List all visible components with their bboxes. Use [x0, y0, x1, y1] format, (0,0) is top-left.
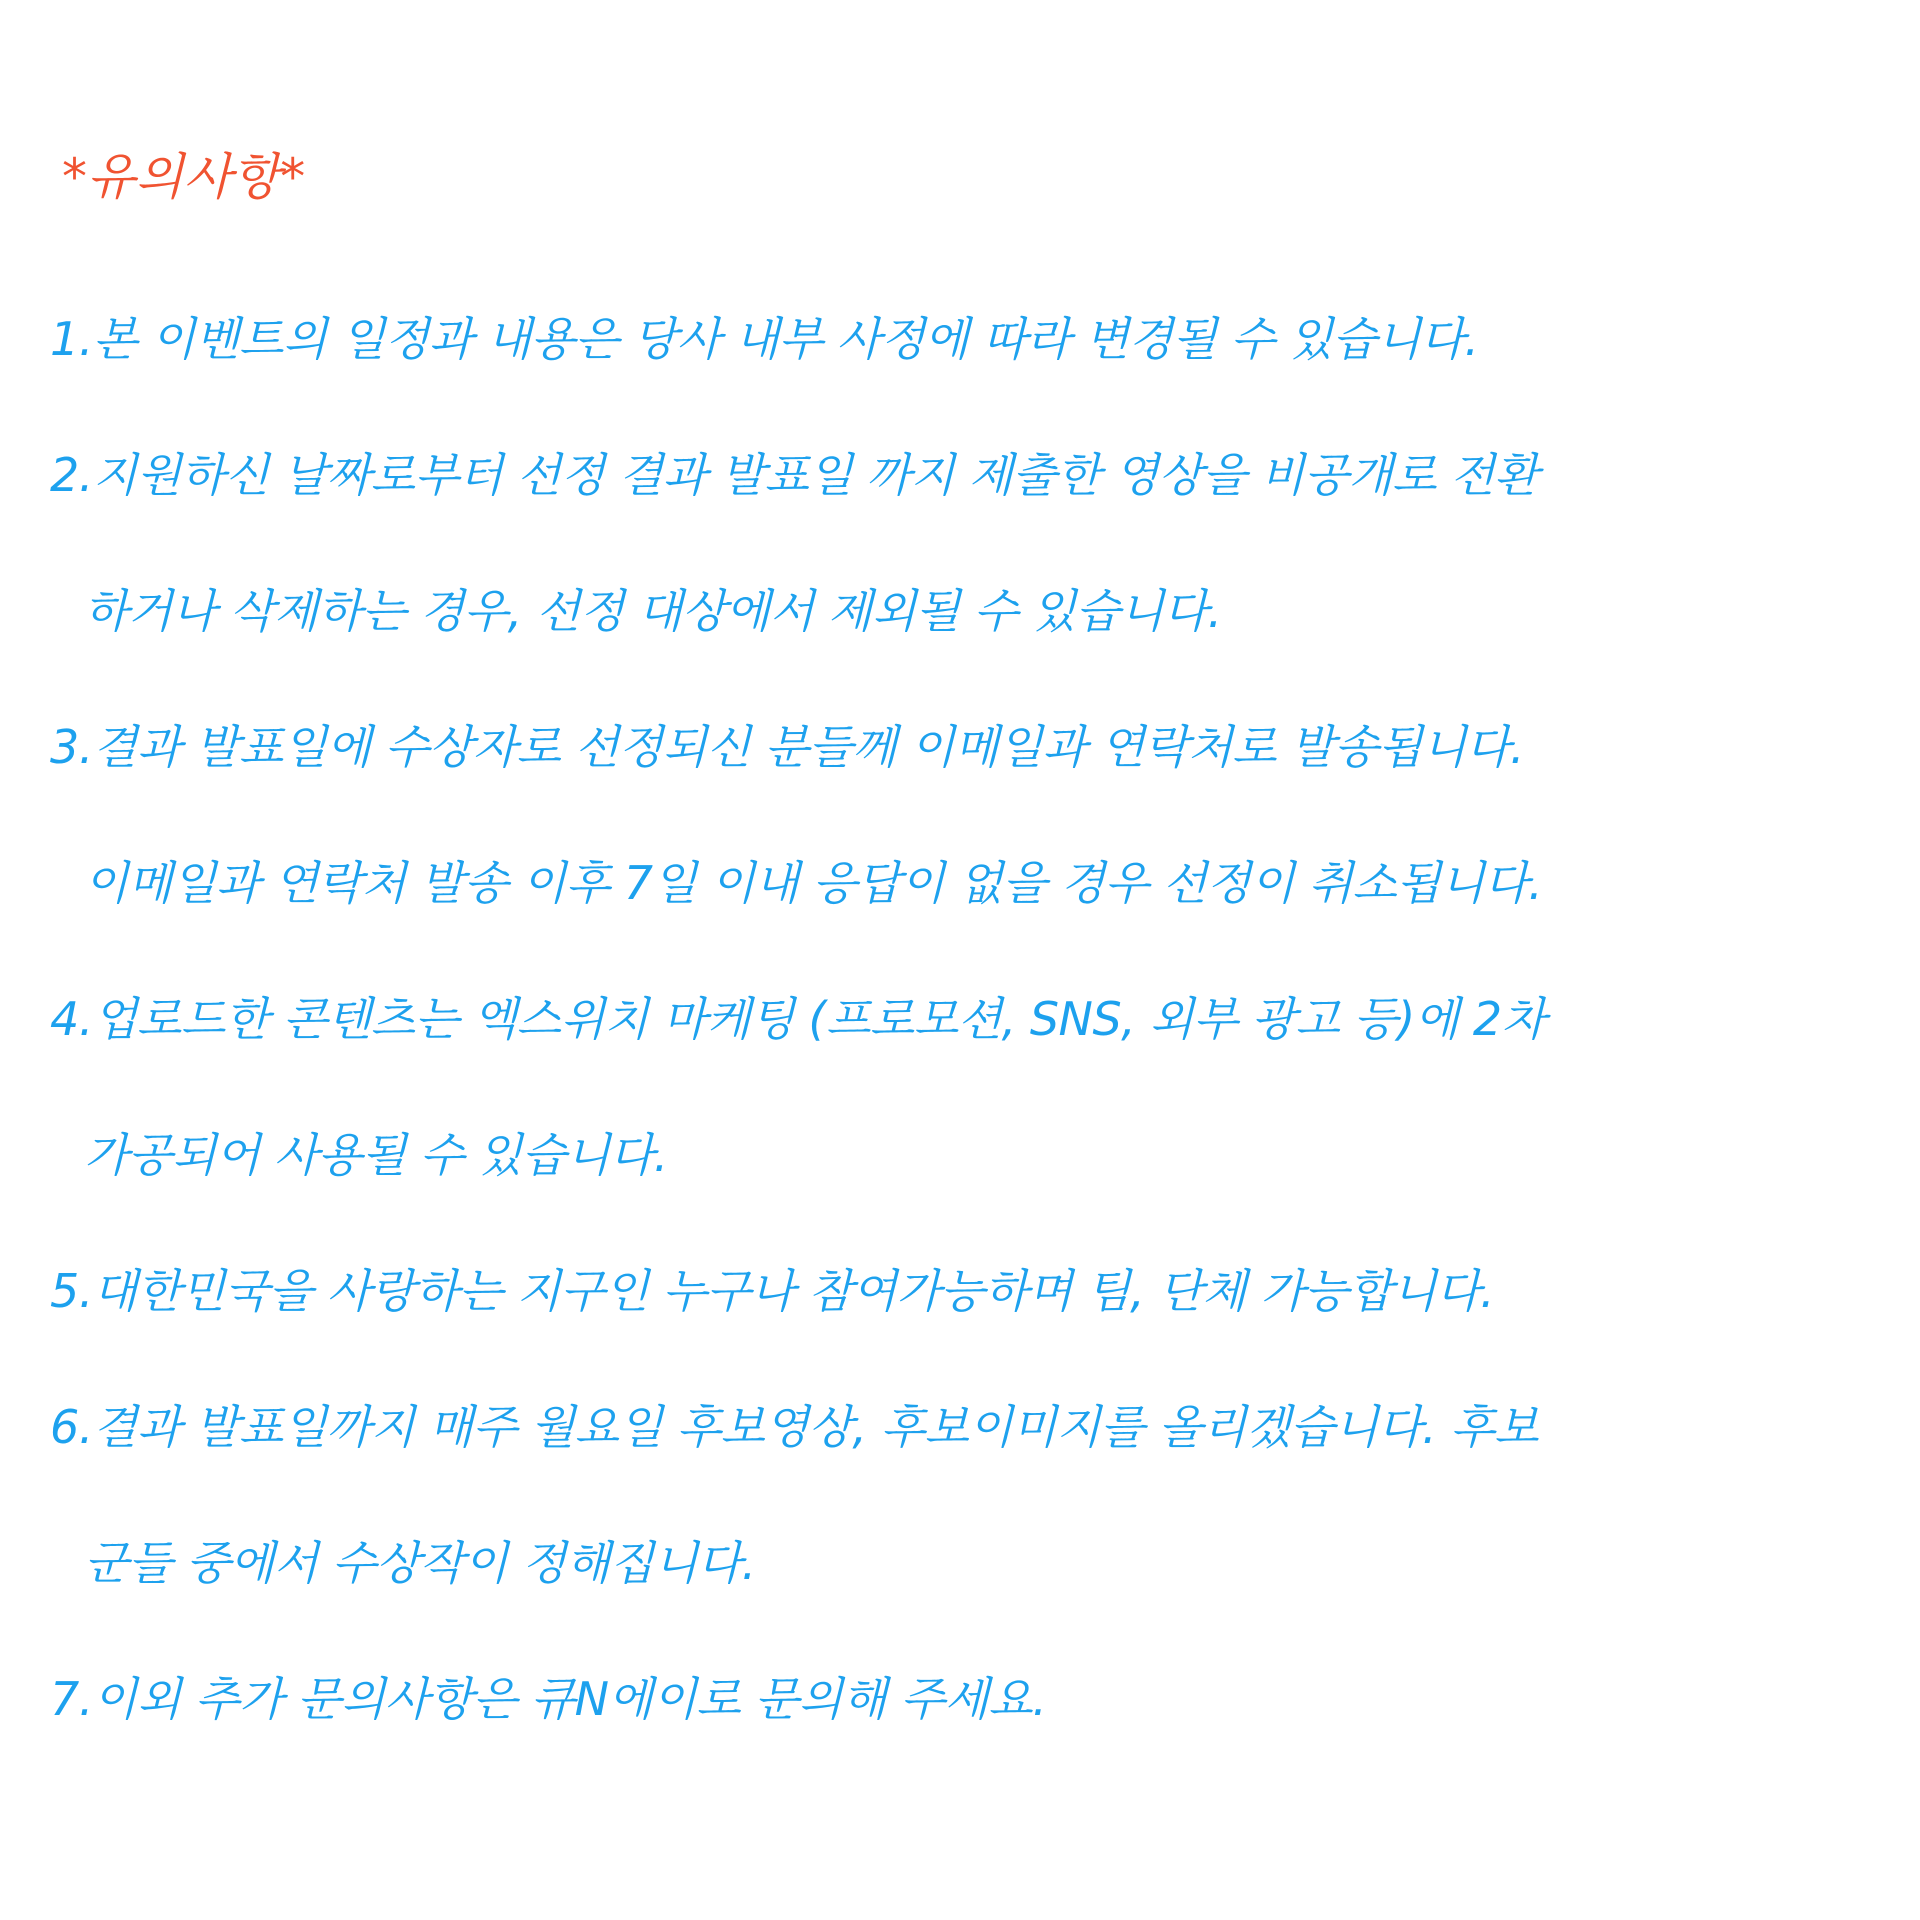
notice-item-2: 2.지원하신 날짜로부터 선정 결과 발표일 까지 제출한 영상을 비공개로 전환 — [50, 448, 1539, 502]
notice-item-7: 7.이외 추가 문의사항은 큐N에이로 문의해 주세요. — [50, 1672, 1047, 1726]
notice-item-2-continued: 하거나 삭제하는 경우, 선정 대상에서 제외될 수 있습니다. — [84, 584, 1222, 638]
notice-item-4-continued: 가공되어 사용될 수 있습니다. — [84, 1128, 668, 1182]
notice-item-1: 1.본 이벤트의 일정과 내용은 당사 내부 사정에 따라 변경될 수 있습니다. — [50, 312, 1479, 366]
notice-item-6-continued: 군들 중에서 수상작이 정해집니다. — [84, 1536, 756, 1590]
notice-item-4: 4.업로드한 콘텐츠는 엑스위치 마케팅 (프로모션, SNS, 외부 광고 등)에 2차 — [50, 992, 1546, 1046]
notice-item-3: 3.결과 발표일에 수상자로 선정되신 분들께 이메일과 연락처로 발송됩니다. — [50, 720, 1524, 774]
notice-item-3-continued: 이메일과 연락처 발송 이후 7일 이내 응답이 없을 경우 선정이 취소됩니다. — [84, 856, 1543, 910]
notice-title: *유의사항* — [62, 148, 306, 206]
notice-item-6: 6.결과 발표일까지 매주 월요일 후보영상, 후보이미지를 올리겠습니다. 후보 — [50, 1400, 1539, 1454]
notice-item-5: 5.대한민국을 사랑하는 지구인 누구나 참여가능하며 팀, 단체 가능합니다. — [50, 1264, 1495, 1318]
